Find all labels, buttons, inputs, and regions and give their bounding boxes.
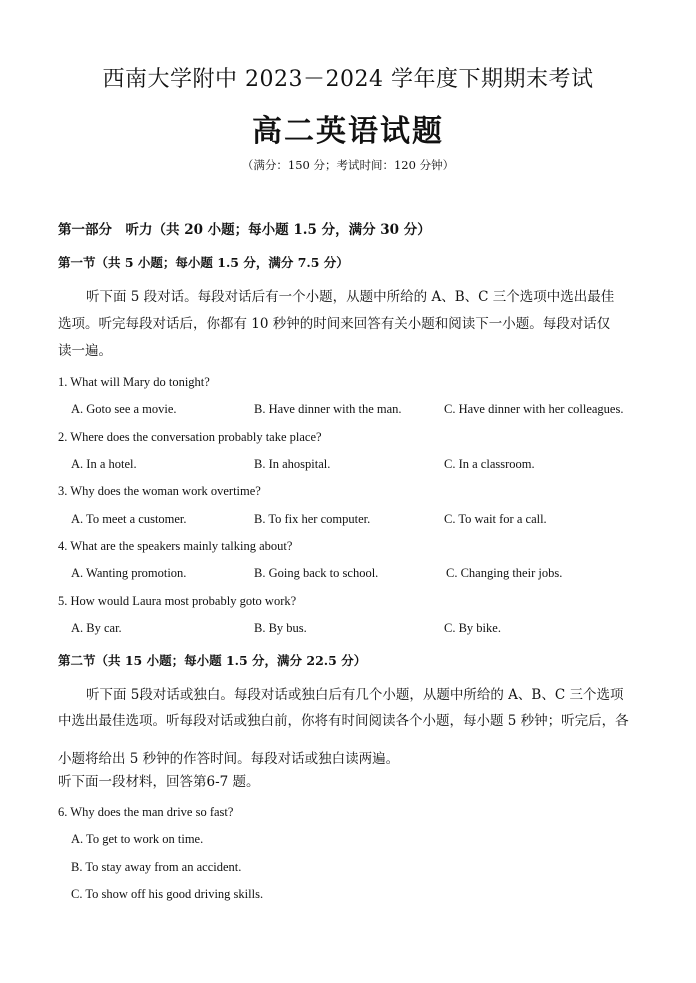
option-b: B. To fix her computer. bbox=[254, 512, 371, 526]
section2-title: 第二节（共 15 小题；每小题 1.5 分，满分 22.5 分） bbox=[58, 653, 367, 668]
option-a: A. To get to work on time. bbox=[71, 832, 204, 846]
section1-title: 第一节（共 5 小题；每小题 1.5 分，满分 7.5 分） bbox=[58, 255, 349, 270]
option-a: A. By car. bbox=[71, 621, 122, 635]
option-b: B. Have dinner with the man. bbox=[254, 402, 402, 416]
option-b: B. To stay away from an accident. bbox=[71, 860, 242, 874]
school-exam-title: 西南大学附中 2023－2024 学年度下期期末考试 bbox=[102, 67, 594, 92]
option-c: C. In a classroom. bbox=[444, 457, 535, 471]
section2-instruction-line: 中选出最佳选项。听每段对话或独白前，你将有时间阅读各个小题，每小题 5 秒钟；听完后，各 bbox=[58, 713, 629, 729]
question-stem: 1. What will Mary do tonight? bbox=[58, 375, 210, 389]
question-stem: 3. Why does the woman work overtime? bbox=[58, 484, 261, 498]
option-a: A. In a hotel. bbox=[71, 457, 137, 471]
option-a: A. Wanting promotion. bbox=[71, 566, 187, 580]
section1-instruction-line: 读一遍。 bbox=[58, 343, 112, 359]
question-stem: 5. How would Laura most probably goto work? bbox=[58, 594, 297, 608]
option-c: C. To show off his good driving skills. bbox=[71, 887, 264, 901]
option-a: A. Goto see a movie. bbox=[71, 402, 177, 416]
option-b: B. By bus. bbox=[254, 621, 307, 635]
part1-title: 第一部分 听力（共 20 小题；每小题 1.5 分，满分 30 分） bbox=[58, 222, 431, 238]
section2-instruction-line: 小题将给出 5 秒钟的作答时间。每段对话或独白读两遍。 bbox=[58, 751, 400, 767]
option-c: C. By bike. bbox=[444, 621, 501, 635]
option-c: C. To wait for a call. bbox=[444, 512, 547, 526]
option-b: B. Going back to school. bbox=[254, 566, 379, 580]
option-c: C. Have dinner with her colleagues. bbox=[444, 402, 624, 416]
subject-title: 高二英语试题 bbox=[252, 114, 444, 149]
section1-instruction-line: 选项。听完每段对话后，你都有 10 秒钟的时间来回答有关小题和阅读下一小题。每段对话仅 bbox=[58, 316, 611, 332]
question-stem: 6. Why does the man drive so fast? bbox=[58, 805, 234, 819]
option-a: A. To meet a customer. bbox=[71, 512, 187, 526]
question-stem: 4. What are the speakers mainly talking about? bbox=[58, 539, 293, 553]
material-note: 听下面一段材料，回答第6-7 题。 bbox=[58, 774, 260, 790]
exam-info: （满分：150 分；考试时间：120 分钟） bbox=[241, 158, 455, 172]
section1-instruction-line: 听下面 5 段对话。每段对话后有一个小题，从题中所给的 A、B、C 三个选项中选出最佳 bbox=[86, 289, 615, 305]
option-c: C. Changing their jobs. bbox=[446, 566, 563, 580]
question-stem: 2. Where does the conversation probably take place? bbox=[58, 430, 322, 444]
option-b: B. In ahospital. bbox=[254, 457, 331, 471]
section2-instruction-line: 听下面 5段对话或独白。每段对话或独白后有几个小题，从题中所给的 A、B、C 三个选项 bbox=[86, 687, 624, 703]
